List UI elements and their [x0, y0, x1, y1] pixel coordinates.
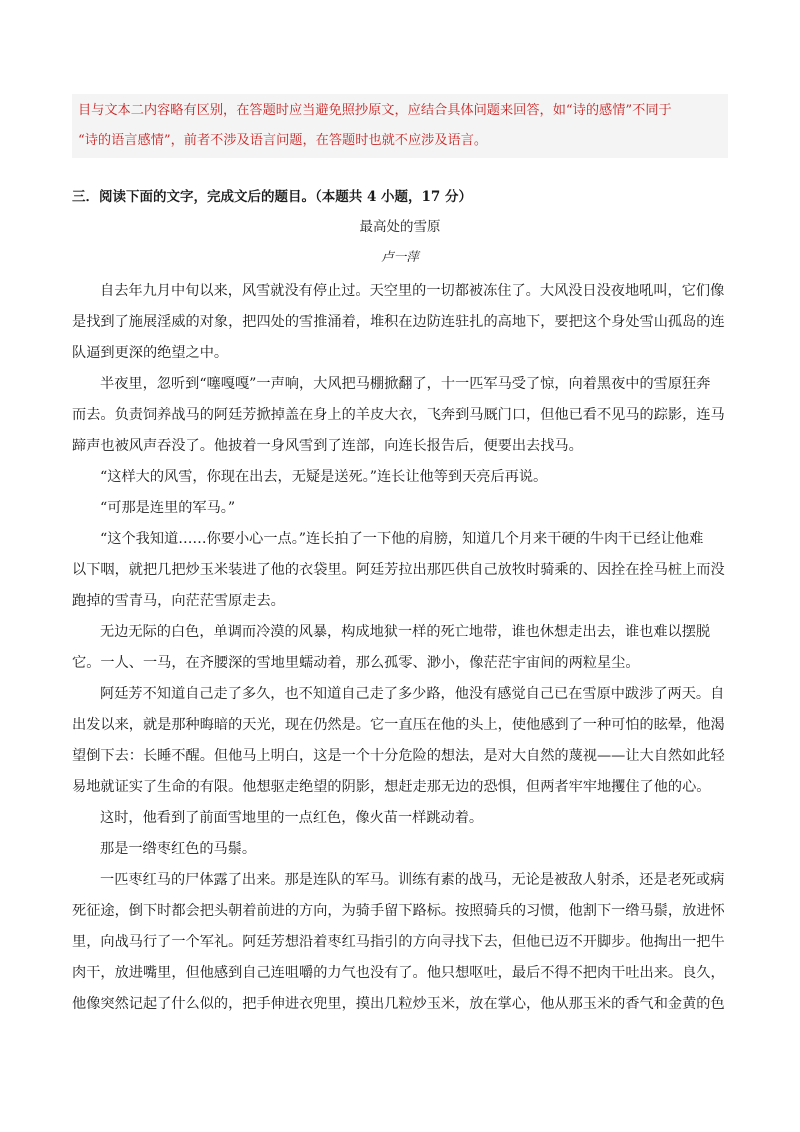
body-line: 他像突然记起了什么似的，把手伸进衣兜里，摸出几粒炒玉米，放在掌心，他从那玉米的香气和金黄的色 [72, 996, 725, 1012]
body-line: 易地就证实了生命的有限。他想驱走绝望的阴影，想赶走那无边的恐惧，但两者牢牢地攫住了他的心。 [72, 779, 711, 795]
body-line: 出发以来，就是那种晦暗的天光，现在仍然是。它一直压在他的头上，使他感到了一种可怕的眩晕，他渴 [72, 717, 725, 733]
note-line-2: “诗的语言感情”，前者不涉及语言问题，在答题时也就不应涉及语言。 [78, 133, 488, 148]
body-line: “这个我知道……你要小心一点。”连长拍了一下他的肩膀，知道几个月来干硬的牛肉干已经让他难 [100, 531, 704, 547]
body-line: 死征途，倒下时都会把头朝着前进的方向，为骑手留下路标。按照骑兵的习惯，他割下一绺马鬃，放进怀 [72, 903, 725, 919]
body-line: 一匹枣红马的尸体露了出来。那是连队的军马。训练有素的战马，无论是被敌人射杀，还是老死或病 [100, 872, 725, 888]
article-author: 卢一萍 [381, 249, 419, 264]
body-line: 肉干，放进嘴里，但他感到自己连咀嚼的力气也没有了。他只想呕吐，最后不得不把肉干吐出来。良久， [72, 965, 725, 981]
body-line: 它。一人、一马，在齐腰深的雪地里蠕动着，那么孤零、渺小，像茫茫宇宙间的两粒星尘。 [72, 655, 640, 671]
body-line: 以下咽，就把几把炒玉米装进了他的衣袋里。阿廷芳拉出那匹供自己放牧时骑乘的、因拴在拴马桩上而没 [72, 562, 725, 578]
article-body [72, 276, 728, 1020]
note-line-1: 目与文本二内容略有区别，在答题时应当避免照抄原文，应结合具体问题来回答，如“诗的感情”不同于 [78, 103, 672, 118]
body-line: 自去年九月中旬以来，风雪就没有停止过。天空里的一切都被冻住了。大风没日没夜地吼叫，它们像 [100, 283, 725, 299]
body-line: 队逼到更深的绝望之中。 [72, 345, 229, 361]
body-line: 半夜里，忽听到“噻嘎嘎”一声响，大风把马棚掀翻了，十一匹军马受了惊，向着黑夜中的雪原狂奔 [100, 376, 711, 392]
body-line: 里，向战马行了一个军礼。阿廷芳想沿着枣红马指引的方向寻找下去，但他已迈不开脚步。他掏出一把牛 [72, 934, 725, 950]
body-line: 跑掉的雪青马，向茫茫雪原走去。 [72, 593, 285, 609]
body-line: 而去。负责饲养战马的阿廷芳掀掉盖在身上的羊皮大衣，飞奔到马厩门口，但他已看不见马的踪影，连马 [72, 407, 725, 423]
body-line: 这时，他看到了前面雪地里的一点红色，像火苗一样跳动着。 [100, 810, 484, 826]
article-title: 最高处的雪原 [359, 219, 441, 235]
body-line: 阿廷芳不知道自己走了多久，也不知道自己走了多少路，他没有感觉自己已在雪原中跋涉了两天。自 [100, 686, 725, 702]
section-heading: 三．阅读下面的文字，完成文后的题目。（本题共 4 小题，17 分） [72, 189, 473, 205]
body-line: 无边无际的白色，单调而冷漠的风暴，构成地狱一样的死亡地带，谁也休想走出去，谁也难以摆脱 [100, 624, 711, 640]
answer-note-box [72, 94, 728, 158]
body-line: 那是一绺枣红色的马鬃。 [100, 841, 257, 857]
body-line: “这样大的风雪，你现在出去，无疑是送死。”连长让他等到天亮后再说。 [100, 469, 548, 485]
body-line: “可那是连里的军马。” [100, 500, 236, 516]
body-line: 是找到了施展淫威的对象，把四处的雪推涌着，堆积在边防连驻扎的高地下，要把这个身处雪山孤岛的连 [72, 314, 725, 330]
body-line: 蹄声也被风声吞没了。他披着一身风雪到了连部，向连长报告后，便要出去找马。 [72, 438, 583, 454]
body-line: 望倒下去：长睡不醒。但他马上明白，这是一个十分危险的想法，是对大自然的蔑视——让大自然如此轻 [72, 748, 725, 764]
